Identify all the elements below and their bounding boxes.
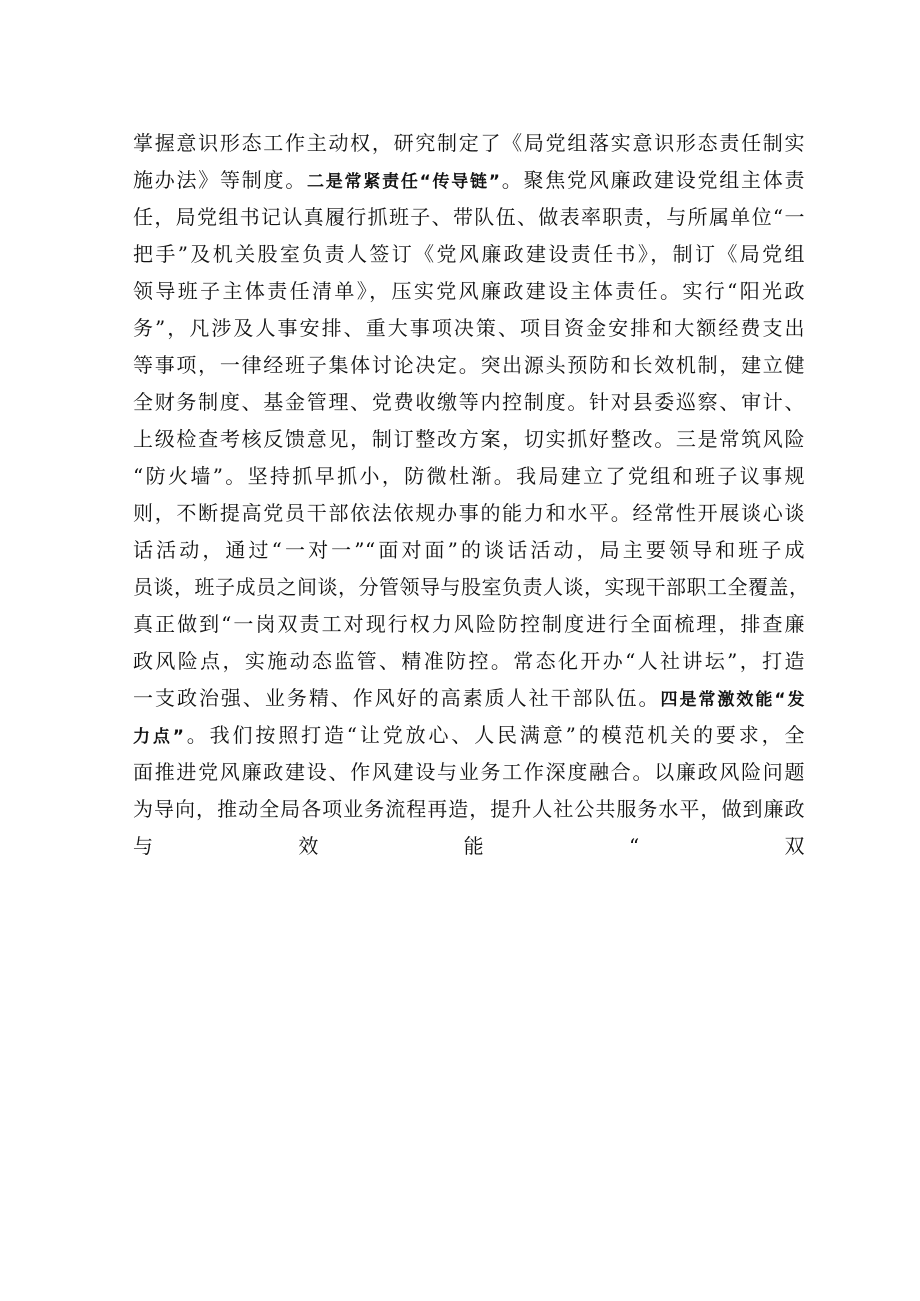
text-line xyxy=(133,347,805,384)
text-span: 务”，凡涉及人事安排、重大事项决策、项目资金安排和大额经费支出 xyxy=(133,316,805,340)
text-span: 掌握意识形态工作主动权，研究制定了《局党组落实意识形态责任制实 xyxy=(133,131,805,155)
text-line xyxy=(133,717,805,754)
text-line xyxy=(133,273,805,310)
bold-heading-span: 二是常紧责任“传导链” xyxy=(307,172,501,192)
text-line xyxy=(133,421,805,458)
text-line xyxy=(133,569,810,606)
text-span: 任，局党组书记认真履行抓班子、带队伍、做表率职责，与所属单位“一 xyxy=(133,205,805,229)
text-span: 为导向，推动全局各项业务流程再造，提升人社公共服务水平，做到廉政 xyxy=(133,797,805,821)
text-line xyxy=(133,606,805,643)
text-line xyxy=(133,236,805,273)
text-span: 领导班子主体责任清单》，压实党风廉政建设主体责任。实行“阳光政 xyxy=(133,279,805,303)
text-span: 面推进党风廉政建设、作风建设与业务工作深度融合。以廉政风险问题 xyxy=(133,760,805,784)
body-paragraph xyxy=(133,125,810,865)
bold-heading-span: 四是常激效能“发 xyxy=(660,690,805,710)
text-line xyxy=(133,199,805,236)
text-span: 。我们按照打造“让党放心、人民满意”的模范机关的要求，全 xyxy=(184,723,805,747)
text-span: 全财务制度、基金管理、党费收缴等内控制度。针对县委巡察、审计、 xyxy=(133,390,805,414)
text-span: 把手”及机关股室负责人签订《党风廉政建设责任书》，制订《局党组 xyxy=(133,242,805,266)
text-line xyxy=(133,458,805,495)
text-span: 施办法》等制度。 xyxy=(133,168,308,192)
text-line xyxy=(133,680,805,717)
text-span: 政风险点，实施动态监管、精准防控。常态化开办“人社讲坛”，打造 xyxy=(133,649,805,673)
text-line xyxy=(133,791,805,828)
text-line xyxy=(133,384,805,421)
text-line xyxy=(133,125,805,162)
text-span: 与效能“双 xyxy=(133,834,805,858)
text-span: 则，不断提高党员干部依法依规办事的能力和水平。经常性开展谈心谈 xyxy=(133,501,805,525)
text-line xyxy=(133,754,805,791)
text-line xyxy=(133,310,805,347)
text-span: 等事项，一律经班子集体讨论决定。突出源头预防和长效机制，建立健 xyxy=(133,353,805,377)
text-span: 话活动，通过“一对一”“面对面”的谈话活动，局主要领导和班子成 xyxy=(133,538,805,562)
bold-heading-span: 力点” xyxy=(133,727,185,747)
text-span: “防火墙”。坚持抓早抓小，防微杜渐。我局建立了党组和班子议事规 xyxy=(133,464,805,488)
text-line xyxy=(133,495,805,532)
text-span: 一支政治强、业务精、作风好的高素质人社干部队伍。 xyxy=(133,686,661,710)
text-line xyxy=(133,532,805,569)
text-span: 员谈，班子成员之间谈，分管领导与股室负责人谈，实现干部职工全覆盖， xyxy=(133,575,810,599)
text-line xyxy=(133,162,805,199)
text-span: 上级检查考核反馈意见，制订整改方案，切实抓好整改。三是常筑风险 xyxy=(133,427,805,451)
text-line xyxy=(133,828,805,865)
text-span: 。聚焦党风廉政建设党组主体责 xyxy=(500,168,805,192)
text-span: 真正做到“一岗双责工对现行权力风险防控制度进行全面梳理，排查廉 xyxy=(133,612,805,636)
text-line xyxy=(133,643,805,680)
